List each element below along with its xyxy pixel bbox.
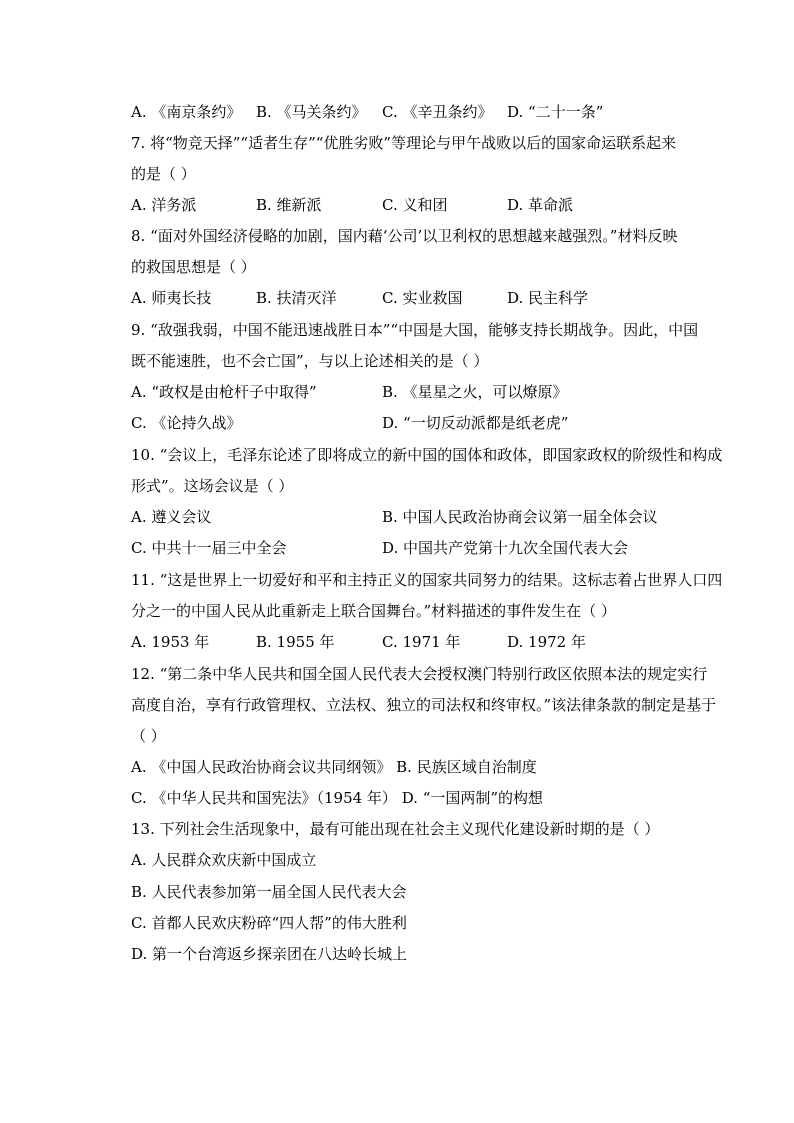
q9-option-b: B. 《星星之火，可以燎原》 (382, 383, 568, 401)
q13-option-a: A. 人民群众欢庆新中国成立 (131, 851, 317, 869)
q8-option-b: B. 扶清灭洋 (256, 289, 337, 307)
q7-option-c: C. 义和团 (382, 196, 448, 214)
q10-stem-line1: 10. “会议上，毛泽东论述了即将成立的新中国的国体和政体，即国家政权的阶级性和构成 (131, 446, 723, 464)
q9-option-a: A. “政权是由枪杆子中取得” (131, 383, 317, 401)
q10-option-a: A. 遵义会议 (131, 508, 212, 526)
q6-option-c: C. 《辛丑条约》 (382, 103, 493, 121)
q6-options (131, 97, 711, 128)
q8-option-c: C. 实业救国 (382, 289, 463, 307)
q6-option-a: A. 《南京条约》 (131, 103, 242, 121)
q10-option-c: C. 中共十一届三中全会 (131, 539, 287, 557)
q7-stem-line2: 的是（ ） (131, 165, 196, 183)
q10-stem-line2: 形式”。这场会议是（ ） (131, 477, 294, 495)
q11-option-d: D. 1972 年 (507, 633, 586, 651)
q9-options-row1 (131, 377, 711, 408)
q7-option-d: D. 革命派 (507, 196, 574, 214)
q11-stem-line1: 11. “这是世界上一切爱好和平和主持正义的国家共同努力的结果。这标志着占世界人口四 (131, 571, 723, 589)
q6-option-d: D. “二十一条” (507, 103, 604, 121)
q11-stem-line2: 分之一的中国人民从此重新走上联合国舞台。”材料描述的事件发生在（ ） (131, 602, 616, 620)
q10-options-row1 (131, 502, 711, 533)
q12-option-cd: C. 《中华人民共和国宪法》（1954 年） D. “一国两制”的构想 (131, 789, 544, 807)
q10-option-b: B. 中国人民政治协商会议第一届全体会议 (382, 508, 658, 526)
q13-option-d: D. 第一个台湾返乡探亲团在八达岭长城上 (131, 945, 408, 963)
q7-options (131, 190, 711, 221)
q8-option-d: D. 民主科学 (507, 289, 589, 307)
q12-option-ab: A. 《中国人民政治协商会议共同纲领》 B. 民族区域自治制度 (131, 758, 537, 776)
q7-option-a: A. 洋务派 (131, 196, 197, 214)
q9-option-c: C. 《论持久战》 (131, 414, 242, 432)
q12-stem-line1: 12. “第二条中华人民共和国全国人民代表大会授权澳门特别行政区依照本法的规定实行 (131, 665, 708, 683)
q11-option-b: B. 1955 年 (256, 633, 335, 651)
q13-option-b: B. 人民代表参加第一届全国人民代表大会 (131, 883, 407, 901)
q10-options-row2 (131, 533, 711, 564)
q11-options (131, 627, 711, 658)
q9-stem-line1: 9. “敌强我弱，中国不能迅速战胜日本”“中国是大国，能够支持长期战争。因此，中国 (131, 321, 699, 339)
q8-stem-line1: 8. “面对外国经济侵略的加剧，国内藉‘公司’以卫利权的思想越来越强烈。”材料反映 (131, 227, 678, 245)
q12-stem-line3: （ ） (131, 727, 166, 745)
q7-stem-line1: 7. 将“物竞天择”“适者生存”“优胜劣败”等理论与甲午战败以后的国家命运联系起来 (131, 134, 677, 152)
q11-option-a: A. 1953 年 (131, 633, 210, 651)
q13-stem-line1: 13. 下列社会生活现象中，最有可能出现在社会主义现代化建设新时期的是（ ） (131, 820, 660, 838)
q9-option-d: D. “一切反动派都是纸老虎” (382, 414, 569, 432)
q7-option-b: B. 维新派 (256, 196, 322, 214)
q9-stem-line2: 既不能速胜，也不会亡国”，与以上论述相关的是（ ） (131, 352, 489, 370)
q12-stem-line2: 高度自治，享有行政管理权、立法权、独立的司法权和终审权。”该法律条款的制定是基于 (131, 696, 717, 714)
q9-options-row2 (131, 408, 711, 439)
q8-option-a: A. 师夷长技 (131, 289, 212, 307)
q10-option-d: D. 中国共产党第十九次全国代表大会 (382, 539, 629, 557)
q11-option-c: C. 1971 年 (382, 633, 461, 651)
q8-options (131, 283, 711, 314)
q13-option-c: C. 首都人民欢庆粉碎“四人帮”的伟大胜利 (131, 914, 407, 932)
q8-stem-line2: 的救国思想是（ ） (131, 258, 256, 276)
q6-option-b: B. 《马关条约》 (256, 103, 367, 121)
